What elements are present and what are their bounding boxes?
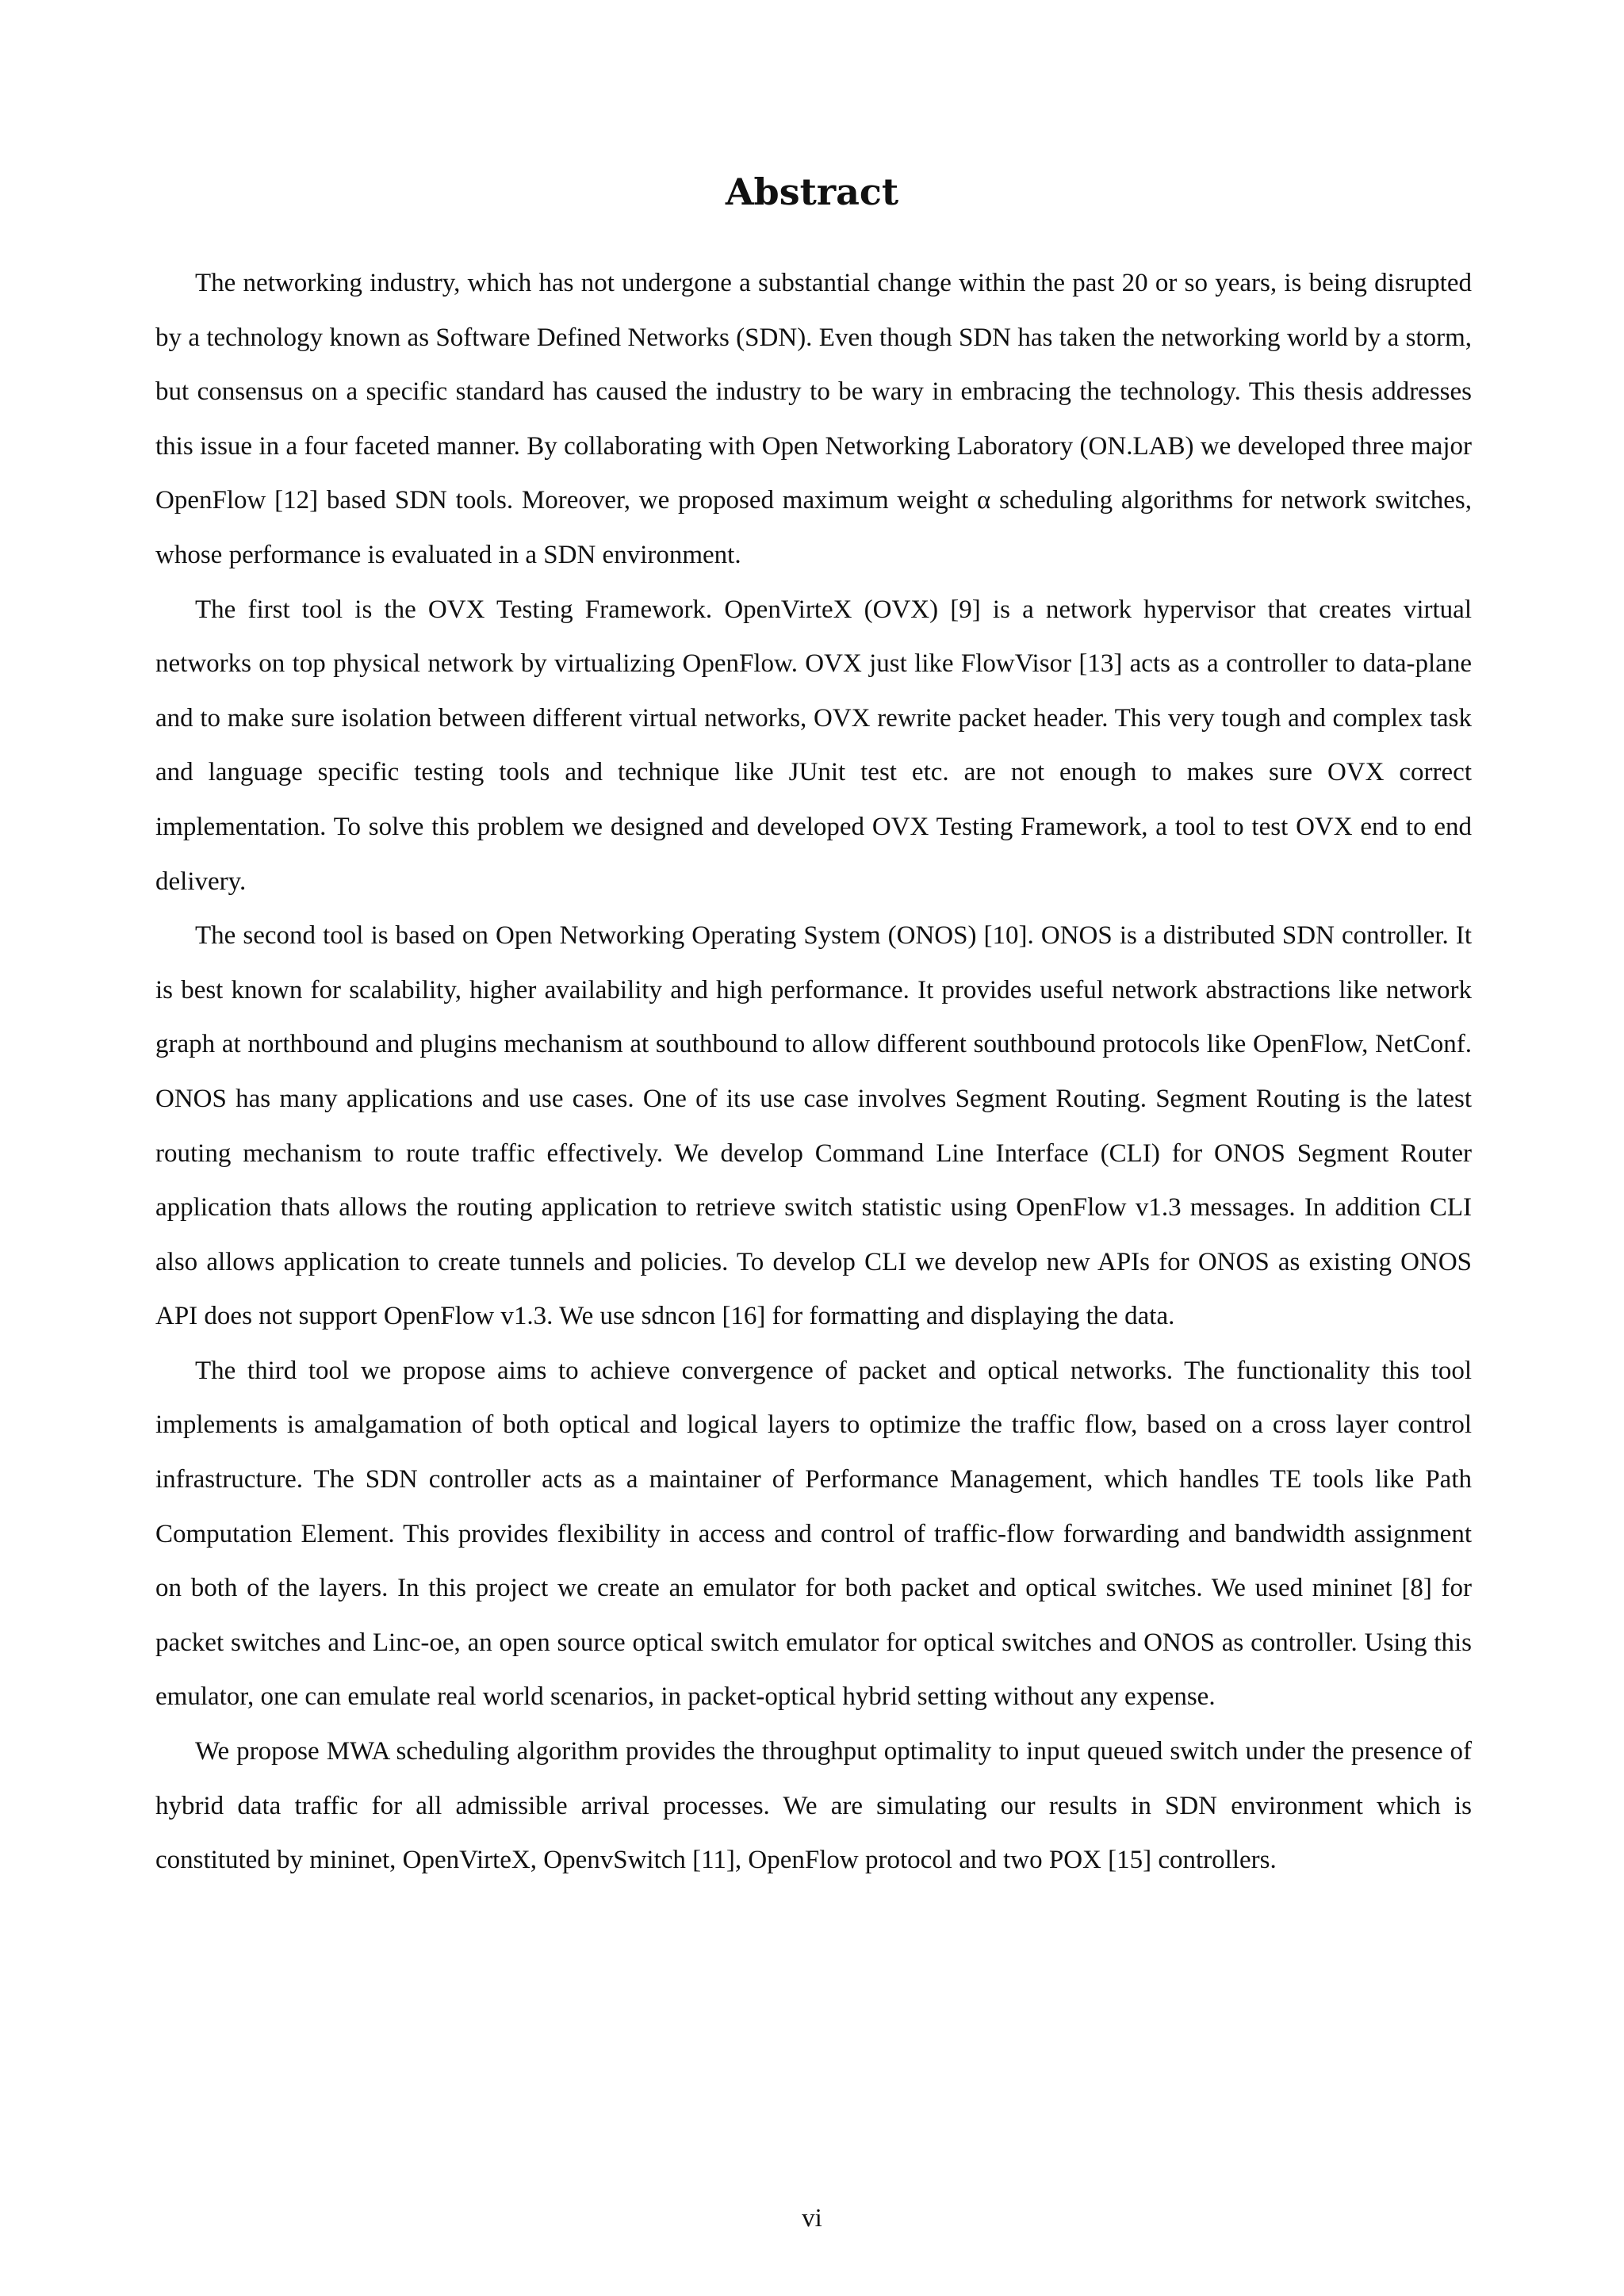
- paragraph: We propose MWA scheduling algorithm provides the throughput optimality to input queued switch under the presence of hybrid data traffic for all admissible arrival processes. We are simulating our results in SDN environment which is constituted by mininet, OpenVirteX, OpenvSwitch [11], OpenFlow protocol and two POX [15] controllers.: [155, 1737, 1472, 1875]
- paragraph: The networking industry, which has not undergone a substantial change within the past 20 or so years, is being disrupted by a technology known as Software Defined Networks (SDN). Even though SDN has taken the networking world by a storm, but consensus on a specific standard has caused the industry to be wary in embracing the technology. This thesis addresses this issue in a four faceted manner. By collaborating with Open Networking Laboratory (ON.LAB) we developed three major OpenFlow [12] based SDN tools. Moreover, we proposed maximum weight α scheduling algorithms for network switches, whose performance is evaluated in a SDN environment.: [155, 269, 1472, 569]
- page-number: vi: [802, 2204, 822, 2233]
- paragraph: The second tool is based on Open Networking Operating System (ONOS) [10]. ONOS is a distributed SDN controller. It is best known for scalability, higher availability and high performance. It provides useful network abstractions like network graph at northbound and plugins mechanism at southbound to allow different southbound protocols like OpenFlow, NetConf. ONOS has many applications and use cases. One of its use case involves Segment Routing. Segment Routing is the latest routing mechanism to route traffic effectively. We develop Command Line Interface (CLI) for ONOS Segment Router application thats allows the routing application to retrieve switch statistic using OpenFlow v1.3 messages. In addition CLI also allows application to create tunnels and policies. To develop CLI we develop new APIs for ONOS as existing ONOS API does not support OpenFlow v1.3. We use sdncon [16] for formatting and displaying the data.: [155, 921, 1472, 1331]
- abstract-body: [155, 256, 1472, 1888]
- page-title: Abstract: [725, 170, 899, 213]
- paragraph: The third tool we propose aims to achieve convergence of packet and optical networks. The functionality this tool implements is amalgamation of both optical and logical layers to optimize the traffic flow, based on a cross layer control infrastructure. The SDN controller acts as a maintainer of Performance Management, which handles TE tools like Path Computation Element. This provides flexibility in access and control of traffic-flow forwarding and bandwidth assignment on both of the layers. In this project we create an emulator for both packet and optical switches. We used mininet [8] for packet switches and Linc-oe, an open source optical switch emulator for optical switches and ONOS as controller. Using this emulator, one can emulate real world scenarios, in packet-optical hybrid setting without any expense.: [155, 1356, 1472, 1712]
- paragraph: The first tool is the OVX Testing Framework. OpenVirteX (OVX) [9] is a network hypervisor that creates virtual networks on top physical network by virtualizing OpenFlow. OVX just like FlowVisor [13] acts as a controller to data-plane and to make sure isolation between different virtual networks, OVX rewrite packet header. This very tough and complex task and language specific testing tools and technique like JUnit test etc. are not enough to makes sure OVX correct implementation. To solve this problem we designed and developed OVX Testing Framework, a tool to test OVX end to end delivery.: [155, 595, 1472, 896]
